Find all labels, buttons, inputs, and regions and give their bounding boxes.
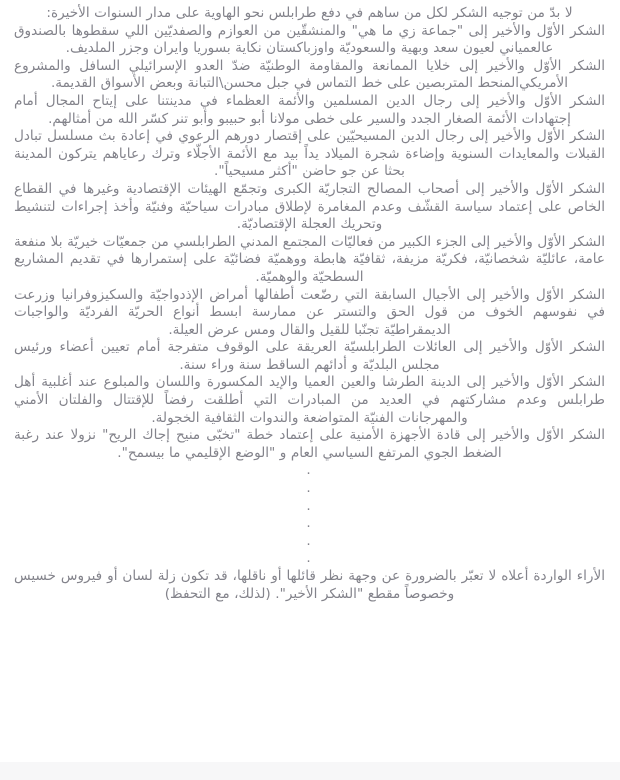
paragraph-thanks-7: الشكر الأوّل والأخير إلى الأجيال السابقة التي رضّعت أطفالها أمراض الإذدواجيّة والسكيزوفرانيا وزرعت في نفوسهم الخوف من قول الحق والتستر عن ممارسة ابسط أنواع الحريّة الفرديّة والواجبات الديمقراطيّة تجنّبا للقيل والقال ومس عرض العيلة. <box>14 286 605 338</box>
separator-dot: . <box>306 550 311 567</box>
footer-band <box>0 762 620 780</box>
separator-dot: . <box>306 480 311 497</box>
disclaimer-text: الأراء الواردة أعلاه لا تعبّر بالضرورة عن وجهة نظر قائلها أو ناقلها، قد تكون زلة لسان أو فيروس خسيس وخصوصاً مقطع "الشكر الأخير". (لذلك، مع التحفظ) <box>14 568 605 602</box>
paragraph-thanks-3: الشكر الأوّل والأخير إلى رجال الدين المسلمين والأئمة العظماء في مدينتنا على إيتاح المجال أمام إجتهادات الأئمة الصغار الجدد والسير على خطى مولانا أبو حبيبو وأبو تنر كسّر الله من أمثالهم. <box>14 92 605 127</box>
separator-dot: . <box>306 462 311 479</box>
paragraph-intro: لا بدّ من توجيه الشكر لكل من ساهم في دفع طرابلس نحو الهاوية على مدار السنوات الأخيرة: <box>46 5 573 21</box>
paragraph-thanks-10: الشكر الأوّل والأخير إلى قادة الأجهزة الأمنية على إعتماد خطة "تخبّى منيح إجاك الريح" نزولا عند رغبة الضغط الجوي المرتفع السياسي العام و "الوضع الإقليمي ما بيسمح". <box>14 427 605 461</box>
paragraph-thanks-8: الشكر الأوّل والأخير إلى العائلات الطرابلسيّة العريقة على الوقوف متفرجة أمام تعيين أعضاء ورئيس مجلس البلديّة و أدائهم الساقط سنة وراء سنة. <box>14 339 605 373</box>
paragraph-thanks-4: الشكر الأوّل والأخير إلى رجال الدين المسيحيّين على إقتصار دورهم الرعوي في إعادة بث مسلسل تبادل القبلات والمعايدات السنوية وإضاءة شجرة الميلاد يداً بيد مع الأئمة الأجلّاء وترك رعاياهم يتركون المدينة بحثا عن جو حاضن "أكثر مسيحياً". <box>14 128 605 180</box>
separator-dots <box>14 462 605 568</box>
separator-dot: . <box>306 515 311 532</box>
paragraph-thanks-6: الشكر الأوّل والأخير إلى الجزء الكبير من فعاليّات المجتمع المدني الطرابلسي من جمعيّات خيريّة بلا منفعة عامة، عائليّة شخصانيّة، فكريّة مزيفة، ثقافيّة هابطة ووهميّة فضائيّة على إستمرارها في تقديم المشاريع السطحيّة والوهميّة. <box>14 233 605 285</box>
paragraph-thanks-5: الشكر الأوّل والأخير إلى أصحاب المصالح التجاريّة الكبرى وتجمّع الهيئات الإقتصادية وغيرها في القطاع الخاص على إعتماد سياسة القشّف وعدم المغامرة لإطلاق مبادرات سياحيّة وفنيّة وأخذ إجراءات لتنشيط وتحريك العجلة الإقتصاديّة. <box>14 180 605 233</box>
separator-dot: . <box>306 532 311 549</box>
separator-dot: . <box>306 497 311 514</box>
paragraph-thanks-9: الشكر الأوّل والأخير إلى الدينة الطرشا والعين العميا والإيد المكسورة واللسان والمبلوع عند أغلبية أهل طرابلس وعدم مشاركتهم في العديد من المبادرات التي أطلقت رفضاً للإقتتال والفلتان الأمني والمهرجانات الفنيّة المتواضعة والندوات الثقافية الخجولة. <box>14 374 605 426</box>
paragraph-thanks-2: الشكر الأوّل والأخير إلى خلايا الممانعة والمقاومة الوطنيّة ضدّ العدو الإسرائيلي السافل والمشروع الأمريكي‌المنحط المتربصين على خط التماس في جبل محسن\التبانة وبعض الأسواق القديمة. <box>14 57 605 92</box>
paragraph-thanks-1: الشكر الأوّل والأخير إلى "جماعة زي ما هي" والمنشقّين من العوازم والصفديّين اللي سقطوها بالصندوق عالعمياني لعيون سعد وبهية والسعوديّة واوزباكستان نكاية بسوريا وايران وجزر الملديف. <box>14 22 605 57</box>
